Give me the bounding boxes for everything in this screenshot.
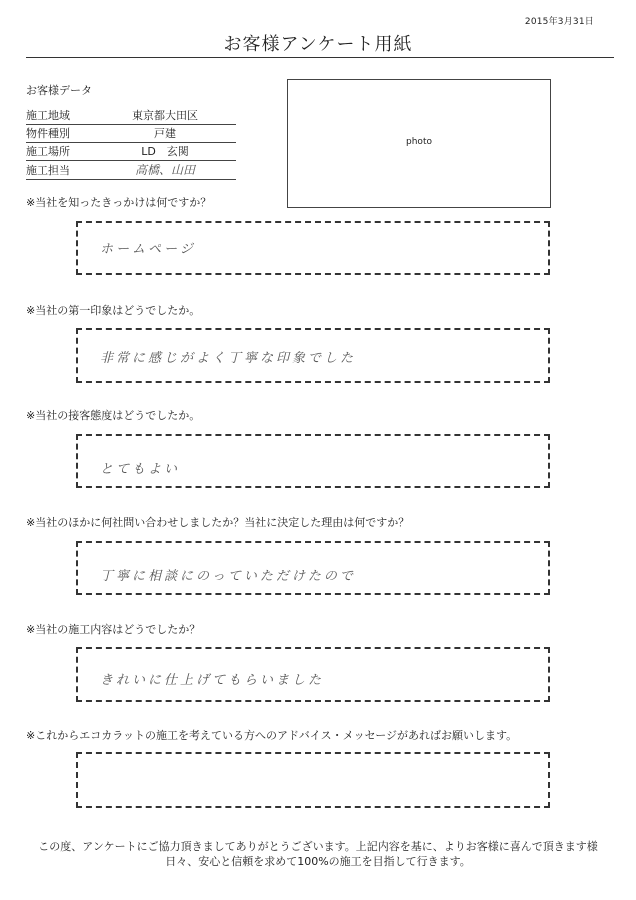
photo-box [287,79,551,208]
customer-data-heading: お客様データ [26,84,92,97]
answer-box-1 [76,221,550,275]
answer-box-2 [76,328,550,383]
answer-1: ホームページ [100,242,196,257]
question-3: ※当社の接客態度はどうでしたか。 [26,409,201,422]
field-label-property-type: 物件種別 [26,127,70,140]
answer-5: きれいに仕上げてもらいました [100,673,325,688]
field-label-location: 施工場所 [26,145,70,158]
field-value-staff: 高橋、山田 [134,163,195,177]
question-1: ※当社を知ったきっかけは何ですか？ [26,196,212,209]
question-6: ※これからエコカラットの施工を考えている方へのアドバイス・メッセージがあればお願いします。 [26,729,518,742]
field-value-property-type: 戸建 [154,127,176,140]
question-2: ※当社の第一印象はどうでしたか。 [26,304,201,317]
answer-box-3 [76,434,550,488]
field-label-area: 施工地域 [26,109,70,122]
answer-box-6 [76,752,550,808]
title-underline [26,57,614,58]
footer-message-line-1: この度、アンケートにご協力頂きましてありがとうございます。上記内容を基に、よりお客様に喜んで頂きます様 [38,840,598,853]
question-4: ※当社のほかに何社問い合わせしましたか？当社に決定した理由は何ですか？ [26,516,410,529]
answer-box-5 [76,647,550,702]
page-title: お客様アンケート用紙 [223,34,413,55]
answer-3: とてもよい [100,462,181,477]
photo-label: photo [406,137,432,147]
field-row-property-type [26,126,236,143]
field-value-location: LD 玄関 [141,145,189,158]
field-row-staff [26,163,236,180]
survey-date: 2015年3月31日 [524,17,594,27]
question-5: ※当社の施工内容はどうでしたか？ [26,623,201,636]
answer-box-4 [76,541,550,595]
answer-2: 非常に感じがよく丁寧な印象でした [100,351,357,366]
field-value-area: 東京都大田区 [132,109,198,122]
field-label-staff: 施工担当 [26,164,70,177]
field-row-area [26,108,236,125]
footer-message-line-2: 日々、安心と信頼を求めて100%の施工を目指して行きます。 [165,855,471,868]
field-row-location [26,144,236,161]
answer-4: 丁寧に相談にのっていただけたので [100,569,356,584]
